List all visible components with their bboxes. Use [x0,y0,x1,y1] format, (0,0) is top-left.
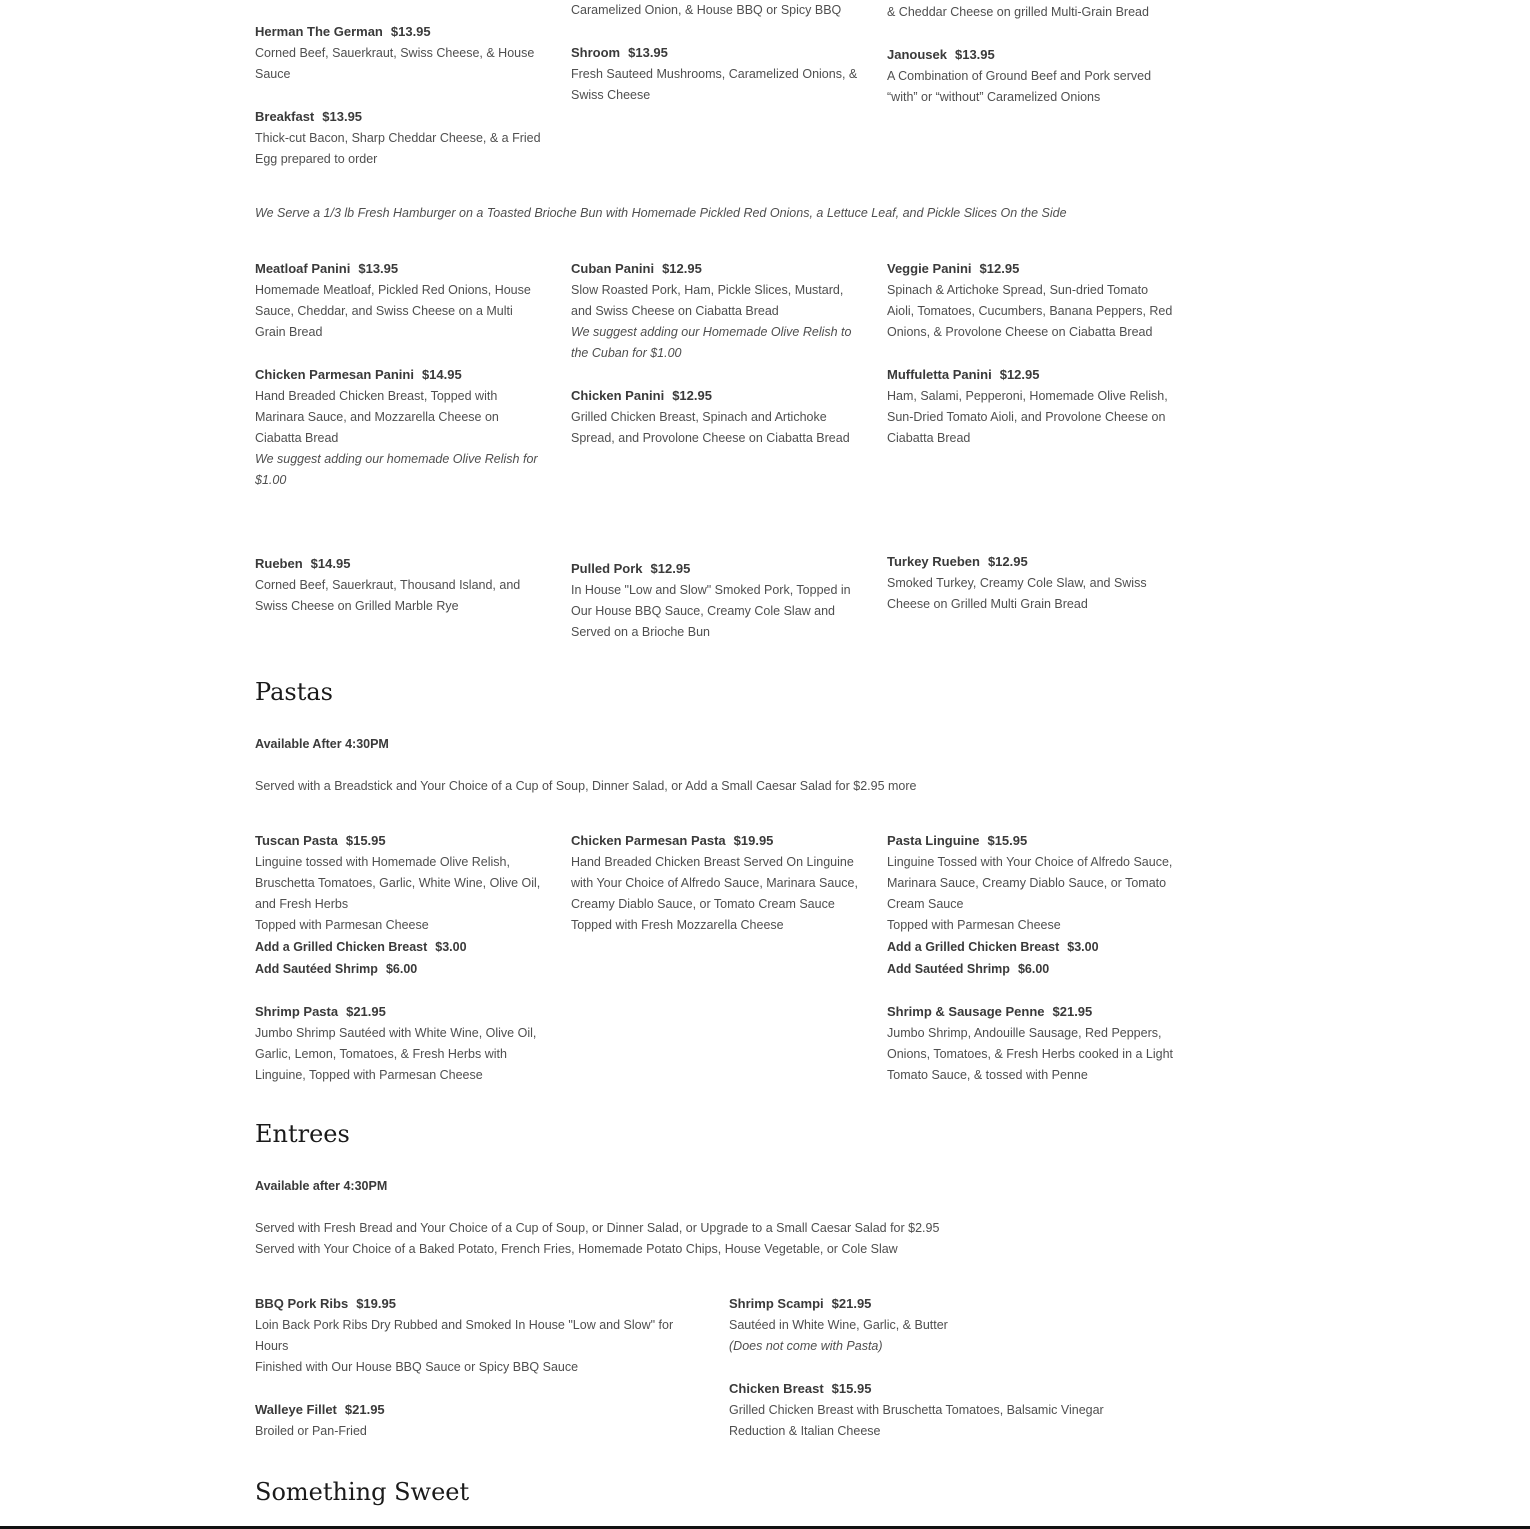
pastas-section-title: Pastas [255,678,333,706]
menu-item-description: Hand Breaded Chicken Breast Served On Linguine with Your Choice of Alfredo Sauce, Marinara Sauce, Creamy Diablo Sauce, or Tomato Cream Sauce [571,855,858,911]
sandwiches-col-1 [255,553,545,638]
menu-item-description: A Combination of Ground Beef and Pork served “with” or “without” Caramelized Onions [887,69,1152,104]
menu-item-price: $12.95 [662,261,702,276]
menu-item-header [729,1378,1129,1400]
menu-item-header [887,364,1177,386]
menu-item-price: $13.95 [358,261,399,276]
entrees-availability: Available after 4:30PM [255,1179,388,1193]
menu-item [571,385,861,449]
menu-item-price: $15.95 [345,833,386,848]
menu-item-description: In House "Low and Slow" Smoked Pork, Topped in Our House BBQ Sauce, Creamy Cole Slaw and Served on a Brioche Bun [571,583,851,639]
addon-price: $3.00 [1067,940,1099,954]
entrees-note-2: Served with Your Choice of a Baked Potato, French Fries, Homemade Potato Chips, House Vegetable, or Cole Slaw [255,1242,898,1256]
menu-item [887,258,1177,343]
addon-label: Add Sautéed Shrimp [255,962,378,976]
menu-item-name: Shroom [571,45,621,60]
menu-item-description: Linguine Tossed with Your Choice of Alfredo Sauce, Marinara Sauce, Creamy Diablo Sauce, or Tomato Cream Sauce [887,855,1173,911]
menu-item-name: Meatloaf Panini [255,261,351,276]
menu-item-header [571,830,861,852]
pastas-availability: Available After 4:30PM [255,737,389,751]
menu-item-header [571,42,861,64]
menu-item-name: Shrimp Scampi [729,1296,824,1311]
burger-continued-text: & Cheddar Cheese on grilled Multi-Grain Bread [887,5,1149,19]
menu-item-price: $21.95 [831,1296,872,1311]
menu-item-description: Topped with Parmesan Cheese [255,918,429,932]
menu-item-price: $15.95 [987,833,1028,848]
menu-item-name: Chicken Panini [571,388,665,403]
menu-item-name: Chicken Parmesan Panini [255,367,414,382]
menu-item-description: Topped with Fresh Mozzarella Cheese [571,918,784,932]
menu-item [255,830,545,980]
menu-item-name: Turkey Rueben [887,554,980,569]
menu-item-name: Shrimp Pasta [255,1004,339,1019]
menu-item-description: Hand Breaded Chicken Breast, Topped with Marinara Sauce, and Mozzarella Cheese on Ciabatta Bread [255,389,499,445]
menu-item-name: Pulled Pork [571,561,643,576]
menu-item-name: Herman The German [255,24,383,39]
menu-item-description: Loin Back Pork Ribs Dry Rubbed and Smoked In House "Low and Slow" for Hours [255,1318,674,1353]
entrees-note-1: Served with Fresh Bread and Your Choice of a Cup of Soup, or Dinner Salad, or Upgrade to a Small Caesar Salad for $2.95 [255,1221,940,1235]
menu-item-price: $12.95 [979,261,1020,276]
menu-item-description: Smoked Turkey, Creamy Cole Slaw, and Swiss Cheese on Grilled Multi Grain Bread [887,576,1147,611]
menu-item-name: Tuscan Pasta [255,833,338,848]
menu-item [887,1001,1177,1086]
menu-item-description: Corned Beef, Sauerkraut, Swiss Cheese, & House Sauce [255,46,535,81]
menu-item [255,21,545,85]
menu-item-suggestion: (Does not come with Pasta) [729,1339,883,1353]
menu-item [571,258,861,364]
menu-item-header [255,364,545,386]
menu-item [255,1001,545,1086]
menu-item-description: Grilled Chicken Breast with Bruschetta Tomatoes, Balsamic Vinegar Reduction & Italian Cheese [729,1403,1104,1438]
menu-item-header [887,1001,1177,1023]
menu-item [887,551,1177,615]
pastas-col-2 [571,830,861,957]
menu-item [887,44,1177,108]
menu-item-description: Linguine tossed with Homemade Olive Relish, Bruschetta Tomatoes, Garlic, White Wine, Olive Oil, and Fresh Herbs [255,855,541,911]
menu-item [887,364,1177,449]
menu-item-name: Pasta Linguine [887,833,980,848]
menu-item-suggestion: We suggest adding our homemade Olive Relish for $1.00 [255,452,538,487]
menu-item-name: Shrimp & Sausage Penne [887,1004,1045,1019]
menu-item-name: Chicken Breast [729,1381,824,1396]
menu-item [255,258,545,343]
menu-item-description: Spinach & Artichoke Spread, Sun-dried Tomato Aioli, Tomatoes, Cucumbers, Banana Peppers, Red Onions, & Provolone Cheese on Ciabatta Bread [887,283,1173,339]
menu-item-addon [255,958,545,980]
menu-item-description: Jumbo Shrimp Sautéed with White Wine, Olive Oil, Garlic, Lemon, Tomatoes, & Fresh Herbs with Linguine, Topped with Parmesan Cheese [255,1026,537,1082]
menu-item [571,42,861,106]
menu-item-addon [255,936,545,958]
menu-item-header [571,558,861,580]
menu-item-price: $13.95 [954,47,995,62]
menu-item-header [255,1293,685,1315]
pastas-col-1 [255,830,545,1107]
menu-item-header [887,258,1177,280]
menu-item-price: $13.95 [322,109,363,124]
burgers-col-3 [887,2,1177,129]
menu-item-price: $21.95 [346,1004,386,1019]
entrees-col-1 [255,1293,685,1463]
menu-item [729,1293,1129,1357]
menu-item-header [571,258,861,280]
menu-item-description: Finished with Our House BBQ Sauce or Spicy BBQ Sauce [255,1360,579,1374]
burger-continued-text: Caramelized Onion, & House BBQ or Spicy BBQ [571,3,842,17]
burgers-col-2 [571,0,861,127]
paninis-col-3 [887,258,1177,470]
menu-item-header [887,830,1177,852]
menu-item-description: Sautéed in White Wine, Garlic, & Butter [729,1318,948,1332]
menu-item [255,1399,685,1442]
menu-item-name: Breakfast [255,109,315,124]
menu-item-price: $21.95 [1052,1004,1093,1019]
addon-price: $6.00 [1017,962,1050,976]
menu-item-price: $12.95 [987,554,1028,569]
menu-item-price: $12.95 [999,367,1040,382]
menu-item-price: $15.95 [831,1381,872,1396]
addon-label: Add a Grilled Chicken Breast [887,940,1060,954]
menu-item [571,830,861,936]
menu-item-name: BBQ Pork Ribs [255,1296,349,1311]
menu-item-description: Topped with Parmesan Cheese [887,918,1061,932]
menu-item-price: $19.95 [733,833,774,848]
menu-item-header [255,553,545,575]
pastas-note: Served with a Breadstick and Your Choice of a Cup of Soup, Dinner Salad, or Add a Small Caesar Salad for $2.95 more [255,779,917,793]
menu-item-addon [887,936,1177,958]
menu-item [571,558,861,643]
paninis-col-1 [255,258,545,512]
menu-item-name: Muffuletta Panini [887,367,992,382]
menu-item-description: Broiled or Pan-Fried [255,1424,367,1438]
menu-item-price: $21.95 [344,1402,385,1417]
menu-item-description: Slow Roasted Pork, Ham, Pickle Slices, Mustard, and Swiss Cheese on Ciabatta Bread [571,283,844,318]
addon-label: Add a Grilled Chicken Breast [255,940,428,954]
sandwiches-col-3 [887,551,1177,636]
menu-item-price: $12.95 [650,561,691,576]
menu-item-header [571,385,861,407]
menu-item-price: $12.95 [672,388,712,403]
burgers-col-1 [255,21,545,191]
menu-item-name: Janousek [887,47,947,62]
menu-item [255,106,545,170]
menu-item [887,830,1177,980]
menu-item-header [255,106,545,128]
menu-item-header [255,21,545,43]
menu-item-header [729,1293,1129,1315]
menu-item-description: Grilled Chicken Breast, Spinach and Artichoke Spread, and Provolone Cheese on Ciabatta Bread [571,410,850,445]
menu-item-suggestion: We suggest adding our Homemade Olive Relish to the Cuban for $1.00 [571,325,852,360]
menu-item-description: Jumbo Shrimp, Andouille Sausage, Red Peppers, Onions, Tomatoes, & Fresh Herbs cooked in a Light Tomato Sauce, & tossed with Penne [887,1026,1174,1082]
addon-price: $6.00 [385,962,418,976]
menu-item-name: Veggie Panini [887,261,972,276]
menu-item-description: Ham, Salami, Pepperoni, Homemade Olive Relish, Sun-Dried Tomato Aioli, and Provolone Cheese on Ciabatta Bread [887,389,1168,445]
burger-note: We Serve a 1/3 lb Fresh Hamburger on a Toasted Brioche Bun with Homemade Pickled Red Onions, a Lettuce Leaf, and Pickle Slices On the Side [255,206,1067,220]
entrees-section-title: Entrees [255,1120,350,1148]
pastas-col-3 [887,830,1177,1107]
entrees-col-2 [729,1293,1129,1463]
menu-item [729,1378,1129,1442]
menu-item-description: Homemade Meatloaf, Pickled Red Onions, House Sauce, Cheddar, and Swiss Cheese on a Multi Grain Bread [255,283,531,339]
menu-item-price: $14.95 [310,556,351,571]
menu-item-header [255,830,545,852]
menu-item-price: $14.95 [421,367,462,382]
addon-label: Add Sautéed Shrimp [887,962,1010,976]
menu-item-name: Cuban Panini [571,261,655,276]
paninis-col-2 [571,258,861,470]
sandwiches-col-2 [571,558,861,664]
menu-item-header [887,551,1177,573]
addon-price: $3.00 [435,940,467,954]
menu-item-description: Corned Beef, Sauerkraut, Thousand Island, and Swiss Cheese on Grilled Marble Rye [255,578,521,613]
menu-item-header [887,44,1177,66]
menu-item-name: Rueben [255,556,303,571]
menu-item-header [255,1001,545,1023]
menu-item-description: Thick-cut Bacon, Sharp Cheddar Cheese, & a Fried Egg prepared to order [255,131,541,166]
menu-item-header [255,258,545,280]
menu-item-name: Chicken Parmesan Pasta [571,833,726,848]
menu-item-header [255,1399,685,1421]
menu-item-price: $19.95 [356,1296,396,1311]
menu-item [255,553,545,617]
menu-item [255,364,545,491]
menu-item-addon [887,958,1177,980]
menu-item [255,1293,685,1378]
menu-item-price: $13.95 [390,24,431,39]
menu-item-name: Walleye Fillet [255,1402,337,1417]
menu-item-price: $13.95 [628,45,668,60]
sweet-section-title: Something Sweet [255,1478,470,1506]
menu-item-description: Fresh Sauteed Mushrooms, Caramelized Onions, & Swiss Cheese [571,67,858,102]
